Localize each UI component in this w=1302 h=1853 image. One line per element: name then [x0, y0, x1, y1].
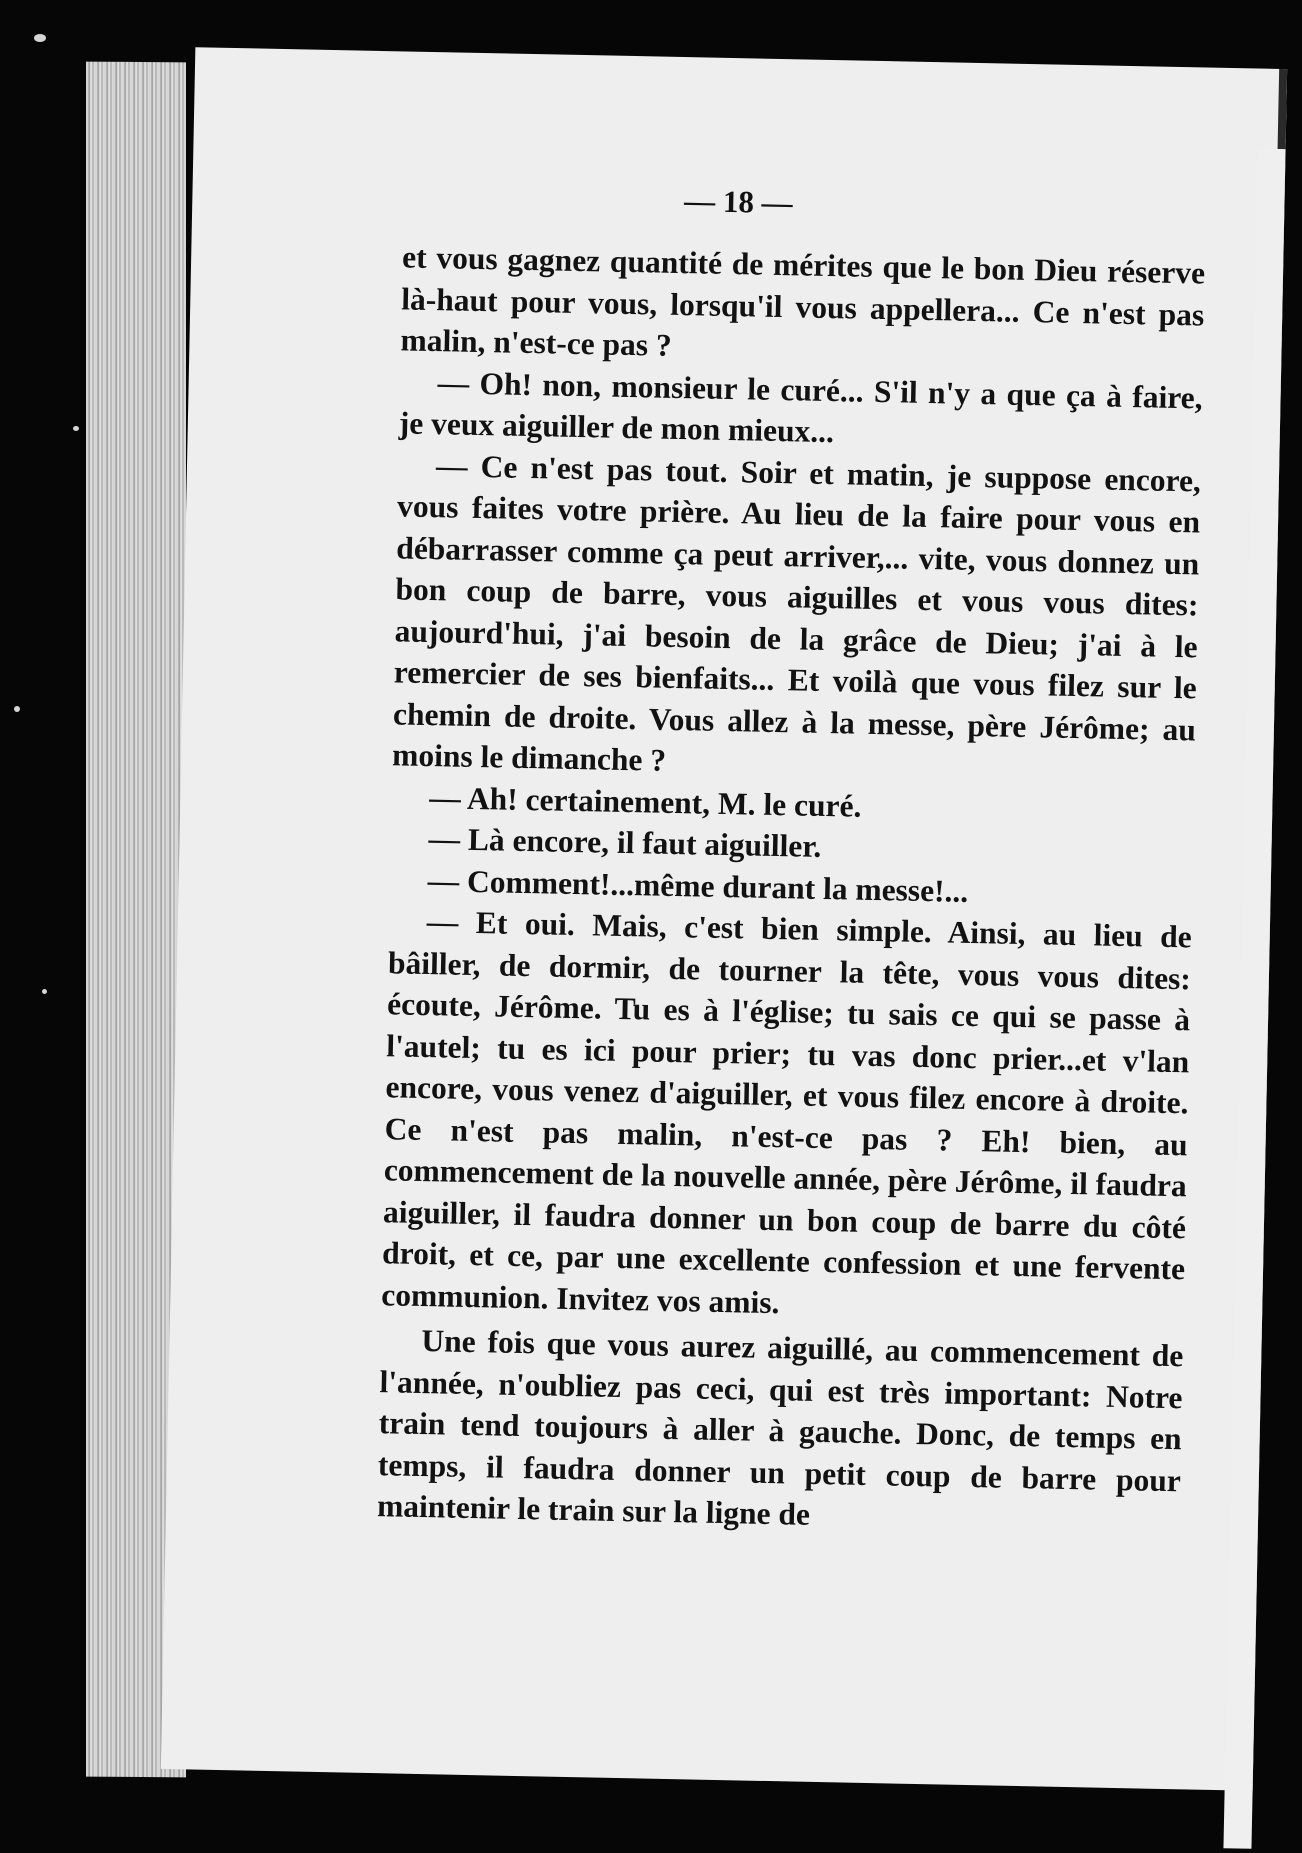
scan-speck [73, 426, 79, 431]
scan-speck [14, 706, 20, 712]
page-number: — 18 — [683, 183, 793, 221]
scan-speck [34, 34, 46, 42]
paragraph: et vous gagnez quantité de mérites que le bon Dieu réserve là-haut pour vous, lorsqu'il vous appellera... Ce n'est pas malin, n'est-ce pas ? [400, 239, 1206, 363]
paragraph: — Là encore, il faut aiguiller. [428, 821, 822, 864]
page-text [377, 236, 1206, 1542]
paragraph: — Oh! non, monsieur le curé... S'il n'y a que ça à faire, je veux aiguiller de mon mieux... [398, 364, 1203, 450]
scan-speck [42, 989, 47, 994]
paragraph: — Ah! certainement, M. le curé. [429, 779, 862, 824]
page-right-margin [1223, 149, 1285, 1849]
paragraph: — Ce n'est pas tout. Soir et matin, je suppose encore, vous faites votre prière. Au lieu de la faire pour vous en débarrasser comme ça peut arriver,... vite, vous donnez un bon coup de barre, vous aiguilles et vous vous dites: aujourd'hui, j'ai besoin de la grâce de Dieu; j'ai à le remercier de ses bienfaits... Et voilà que vous filez sur le chemin de droite. Vous allez à la messe, père Jérôme; au moins le dimanche ? [391, 447, 1202, 778]
paragraph: — Comment!...même durant la messe!... [427, 862, 969, 909]
paragraph: Une fois que vous aurez aiguillé, au commencement de l'année, n'oubliez pas ceci, qui est très important: Notre train tend toujours à aller à gauche. Donc, de temps en temps, il faudra donner un petit coup de barre pour maintenir le train sur la ligne de [376, 1323, 1184, 1532]
book-page [161, 47, 1287, 1791]
paragraph: — Et oui. Mais, c'est bien simple. Ainsi, au lieu de bâiller, de dormir, de tourner la tête, vous vous dites: écoute, Jérôme. Tu es à l'église; tu sais ce qui se passe à l'autel; tu es ici pour prier; tu vas donc prier...et v'lan encore, vous venez d'aiguiller, et vous filez encore à droite. Ce n'est pas malin, n'est-ce pas ? Eh! bien, au commencement de la nouvelle année, père Jérôme, il faudra aiguiller, il faudra donner un bon coup de barre du côté droit, et ce, par une excellente confession et une fervente communion. Invitez vos amis. [381, 904, 1193, 1320]
